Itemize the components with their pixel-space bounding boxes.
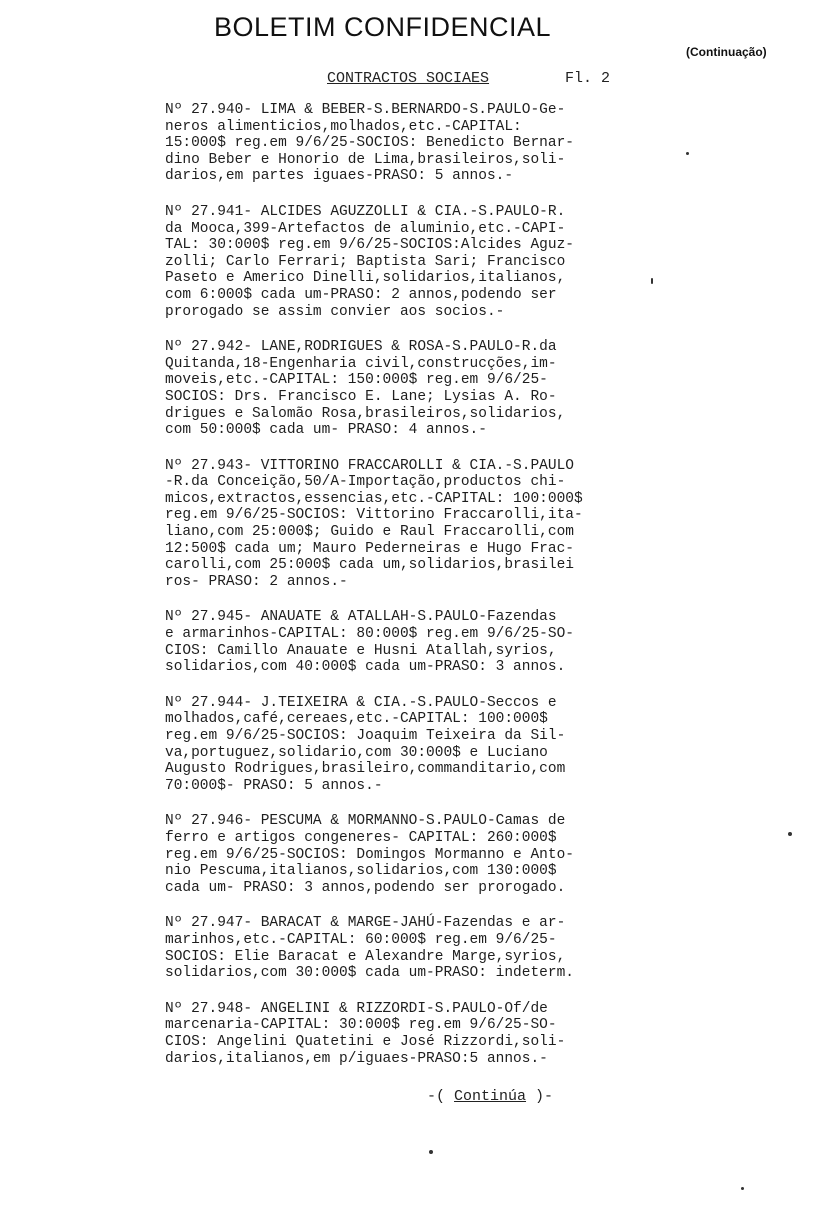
entry-line: cada um- PRASO: 3 annos,podendo ser prorogado. — [165, 879, 566, 896]
entry-line: reg.em 9/6/25-SOCIOS: Joaquim Teixeira da Sil- — [165, 728, 566, 744]
scan-speck — [686, 152, 689, 155]
entry-line: prorogado se assim convier aos socios.- — [165, 303, 505, 320]
entry-line: Nº 27.945- ANAUATE & ATALLAH-S.PAULO-Fazendas — [165, 609, 557, 626]
entry-line: Augusto Rodrigues,brasileiro,commanditario,com — [165, 761, 566, 778]
entry-line: va,portuguez,solidario,com 30:000$ e Luciano — [165, 744, 548, 761]
entry-line: Paseto e Americo Dinelli,solidarios,italianos, — [165, 270, 566, 287]
entry-line: drigues e Salomão Rosa,brasileiros,solidarios, — [165, 405, 566, 422]
contract-entry — [165, 102, 665, 185]
entry-line: marcenaria-CAPITAL: 30:000$ reg.em 9/6/25-SO- — [165, 1017, 557, 1034]
page-number: Fl. 2 — [565, 70, 611, 87]
contract-entry — [165, 813, 665, 896]
contract-entry — [165, 458, 665, 591]
entry-line: com 50:000$ cada um- PRASO: 4 annos.- — [165, 422, 487, 439]
entry-line: Nº 27.943- VITTORINO FRACCAROLLI & CIA.-S.PAULO — [165, 457, 574, 474]
scan-speck — [651, 278, 653, 284]
entry-line: molhados,café,cereaes,etc.-CAPITAL: 100:000$ — [165, 711, 548, 728]
entry-line: e armarinhos-CAPITAL: 80:000$ reg.em 9/6/25-SO- — [165, 626, 574, 643]
entry-line: CIOS: Angelini Quatetini e José Rizzordi,soli- — [165, 1033, 566, 1050]
entry-line: darios,italianos,em p/iguaes-PRASO:5 annos.- — [165, 1050, 548, 1067]
entry-line: Nº 27.940- LIMA & BEBER-S.BERNARDO-S.PAULO-Ge- — [165, 102, 566, 118]
continuation-note: (Continuação) — [686, 45, 767, 59]
entry-line: micos,extractos,essencias,etc.-CAPITAL: 100:000$ — [165, 490, 583, 507]
entry-line: dino Beber e Honorio de Lima,brasileiros,soli- — [165, 151, 566, 168]
entry-line: solidarios,com 30:000$ cada um-PRASO: indeterm. — [165, 965, 574, 982]
entry-line: com 6:000$ cada um-PRASO: 2 annos,podendo ser — [165, 286, 557, 303]
contract-entry — [165, 915, 665, 981]
entry-line: 12:500$ cada um; Mauro Pederneiras e Hugo Frac- — [165, 540, 574, 557]
entry-line: Nº 27.948- ANGELINI & RIZZORDI-S.PAULO-Of/de — [165, 1000, 548, 1017]
entry-line: 70:000$- PRASO: 5 annos.- — [165, 777, 383, 794]
entry-line: marinhos,etc.-CAPITAL: 60:000$ reg.em 9/6/25- — [165, 931, 557, 948]
entry-line: neros alimenticios,molhados,etc.-CAPITAL: — [165, 118, 522, 135]
continues-marker — [427, 1088, 553, 1105]
contract-entry — [165, 695, 665, 795]
scan-speck — [429, 1150, 433, 1154]
continues-prefix: -( — [427, 1088, 455, 1105]
scan-speck — [741, 1187, 744, 1190]
entry-line: reg.em 9/6/25-SOCIOS: Vittorino Fraccarolli,ita- — [165, 507, 583, 524]
entry-line: solidarios,com 40:000$ cada um-PRASO: 3 annos. — [165, 659, 566, 676]
entry-line: SOCIOS: Elie Baracat e Alexandre Marge,syrios, — [165, 948, 566, 965]
scan-speck — [788, 832, 792, 836]
entry-line: zolli; Carlo Ferrari; Baptista Sari; Francisco — [165, 253, 566, 270]
entry-line: SOCIOS: Drs. Francisco E. Lane; Lysias A. Ro- — [165, 388, 557, 405]
entry-line: -R.da Conceição,50/A-Importação,productos chi- — [165, 474, 566, 491]
entry-line: da Mooca,399-Artefactos de aluminio,etc.-CAPI- — [165, 220, 566, 237]
entry-line: moveis,etc.-CAPITAL: 150:000$ reg.em 9/6/25- — [165, 372, 548, 389]
contract-entry — [165, 204, 665, 320]
continues-suffix: )- — [526, 1088, 554, 1105]
entry-line: Quitanda,18-Engenharia civil,construcções,im- — [165, 355, 557, 372]
contract-entry — [165, 609, 665, 675]
entry-line: nio Pescuma,italianos,solidarios,com 130:000$ — [165, 863, 557, 880]
entry-line: Nº 27.941- ALCIDES AGUZZOLLI & CIA.-S.PAULO-R. — [165, 203, 566, 220]
continues-word: Continúa — [454, 1088, 527, 1105]
entry-line: ferro e artigos congeneres- CAPITAL: 260:000$ — [165, 829, 557, 846]
entry-line: CIOS: Camillo Anauate e Husni Atallah,syrios, — [165, 642, 557, 659]
page-title: BOLETIM CONFIDENCIAL — [214, 12, 552, 42]
entry-line: TAL: 30:000$ reg.em 9/6/25-SOCIOS:Alcides Aguz- — [165, 237, 574, 254]
entry-line: carolli,com 25:000$ cada um,solidarios,brasilei — [165, 557, 574, 574]
entry-line: liano,com 25:000$; Guido e Raul Fraccarolli,com — [165, 524, 574, 541]
section-heading: CONTRACTOS SOCIAES — [327, 70, 490, 87]
entry-line: Nº 27.947- BARACAT & MARGE-JAHÚ-Fazendas e ar- — [165, 915, 566, 932]
entry-line: Nº 27.942- LANE,RODRIGUES & ROSA-S.PAULO-R.da — [165, 339, 557, 356]
contract-entry — [165, 1001, 665, 1067]
contract-entries-list — [165, 102, 665, 1067]
entry-line: ros- PRASO: 2 annos.- — [165, 573, 348, 590]
entry-line: Nº 27.946- PESCUMA & MORMANNO-S.PAULO-Camas de — [165, 813, 566, 830]
entry-line: darios,em partes iguaes-PRASO: 5 annos.- — [165, 168, 514, 185]
contract-entry — [165, 339, 665, 439]
entry-line: 15:000$ reg.em 9/6/25-SOCIOS: Benedicto Bernar- — [165, 135, 574, 152]
entry-line: reg.em 9/6/25-SOCIOS: Domingos Mormanno e Anto- — [165, 846, 574, 863]
entry-line: Nº 27.944- J.TEIXEIRA & CIA.-S.PAULO-Seccos e — [165, 694, 557, 711]
